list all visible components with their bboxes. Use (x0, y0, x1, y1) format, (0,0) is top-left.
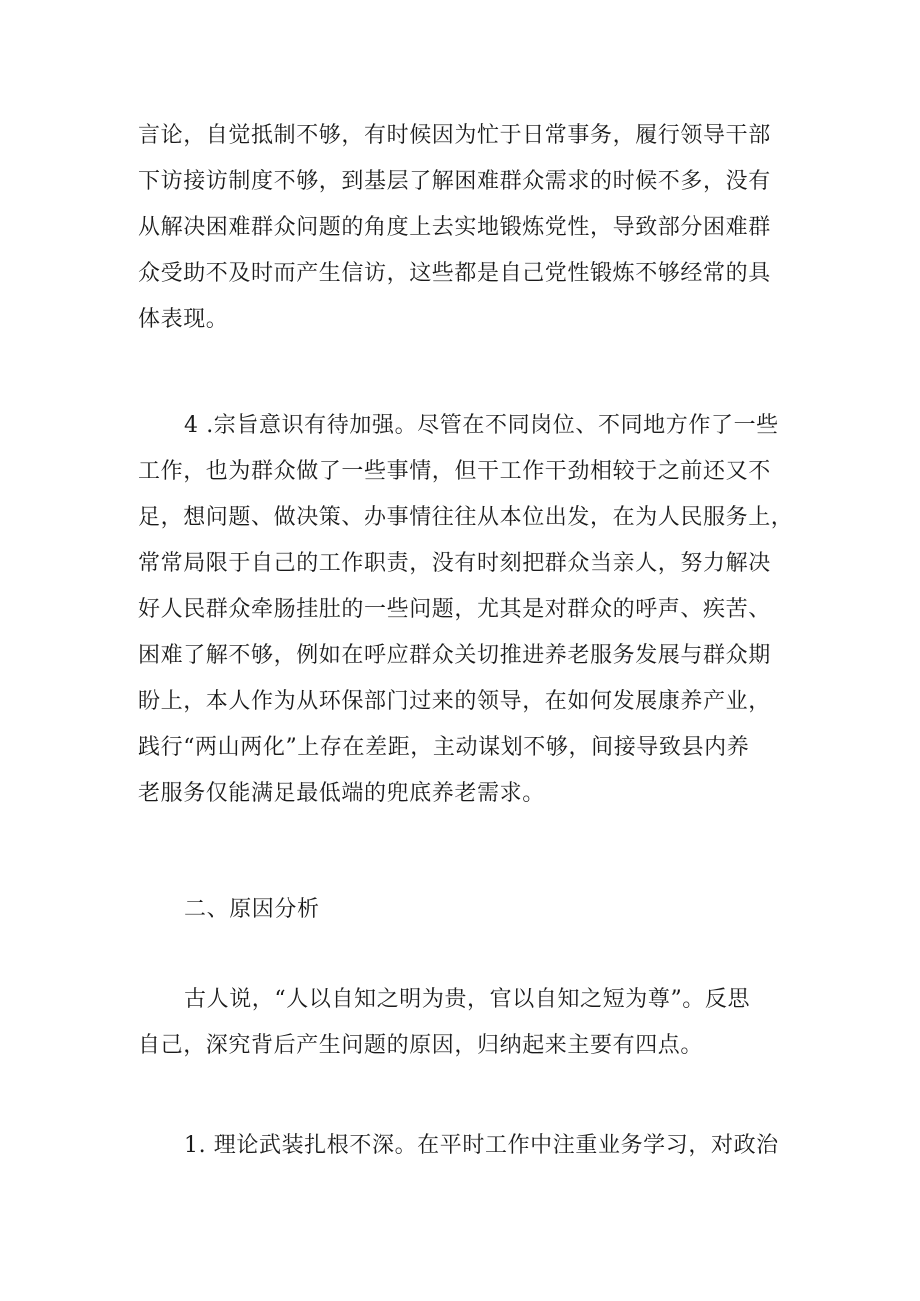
paragraph-party-spirit-continued (138, 113, 798, 343)
text-line: 工作，也为群众做了一些事情，但干工作干劲相较于之前还又不 (138, 459, 771, 484)
paragraph-intro-quote (138, 977, 798, 1069)
text-line: 困难了解不够，例如在呼应群众关切推进养老服务发展与群众期 (138, 643, 771, 668)
section-heading-cause-analysis (138, 887, 798, 933)
text-line: 从解决困难群众问题的角度上去实地锻炼党性，导致部分困难群 (138, 215, 771, 240)
text-line: 常常局限于自己的工作职责，没有时刻把群众当亲人，努力解决 (138, 551, 771, 576)
text-line: 体表现。 (138, 307, 229, 332)
text-line: 自己，深究背后产生问题的原因，归纳起来主要有四点。 (138, 1033, 704, 1058)
text-line: 4 .宗旨意识有待加强。尽管在不同岗位、不同地方作了一些 (184, 413, 779, 438)
text-line: 足，想问题、做决策、办事情往往从本位出发，在为人民服务上， (138, 505, 794, 530)
text-line: 古人说，“人以自知之明为贵，官以自知之短为尊”。反思 (184, 987, 751, 1012)
text-line: 下访接访制度不够，到基层了解困难群众需求的时候不多，没有 (138, 169, 771, 194)
text-line: 众受助不及时而产生信访，这些都是自己党性锻炼不够经常的具 (138, 261, 771, 286)
paragraph-theory-armament (138, 1123, 798, 1169)
text-line: 好人民群众牵肠挂肚的一些问题，尤其是对群众的呼声、疾苦、 (138, 597, 771, 622)
text-line: 践行“两山两化”上存在差距，主动谋划不够，间接导致县内养 (138, 735, 750, 760)
heading-line: 二、原因分析 (184, 897, 320, 922)
text-line: 言论，自觉抵制不够，有时候因为忙于日常事务，履行领导干部 (138, 123, 771, 148)
text-line: 老服务仅能满足最低端的兜底养老需求。 (138, 781, 545, 806)
text-line: 1. 理论武装扎根不深。在平时工作中注重业务学习，对政治 (184, 1133, 779, 1158)
text-line: 盼上，本人作为从环保部门过来的领导，在如何发展康养产业， (138, 689, 771, 714)
paragraph-purpose-awareness (138, 403, 798, 817)
